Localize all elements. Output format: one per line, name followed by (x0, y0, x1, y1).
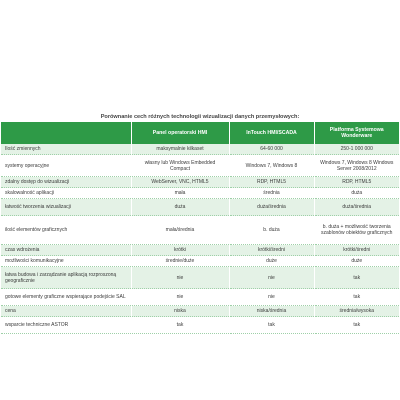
table-row (1, 256, 399, 267)
header-cell-intouch: InTouch HMI/SCADA (229, 122, 314, 144)
cell-intouch: nie (229, 289, 314, 306)
header-cell-hmi-panel: Panel operatorski HMI (131, 122, 229, 144)
cell-intouch: duże (229, 256, 314, 267)
cell-wonderware-platform: 250-1 000 000 (314, 144, 399, 155)
cell-wonderware-platform: Windows 7, Windows 8 Windows Server 2008/2012 (314, 155, 399, 177)
cell-hmi-panel: maksymalnie kilkaset (131, 144, 229, 155)
table-row (1, 317, 399, 334)
cell-intouch: tak (229, 317, 314, 334)
cell-hmi-panel: krótki (131, 245, 229, 256)
cell-hmi-panel: nie (131, 289, 229, 306)
cell-wonderware-platform: średnia/wysoka (314, 306, 399, 317)
row-label: ilość elementów graficznych (1, 216, 131, 245)
table-row (1, 177, 399, 188)
row-label: możliwości komunikacyjne (1, 256, 131, 267)
cell-wonderware-platform: b. duża + możliwość tworzenia szablonów obiektów graficznych (314, 216, 399, 245)
comparison-table (1, 122, 399, 334)
cell-hmi-panel: duża (131, 199, 229, 216)
cell-intouch: RDP, HTML5 (229, 177, 314, 188)
cell-wonderware-platform: duże (314, 256, 399, 267)
cell-wonderware-platform: tak (314, 317, 399, 334)
table-row (1, 216, 399, 245)
header-row (1, 122, 399, 144)
row-label: systemy operacyjne (1, 155, 131, 177)
cell-intouch: niska/średnia (229, 306, 314, 317)
table-row (1, 199, 399, 216)
header-cell-feature (1, 122, 131, 144)
row-label: wsparcie techniczne ASTOR (1, 317, 131, 334)
table-title: Porównanie cech różnych technologii wizualizacji danych przemysłowych: (100, 114, 300, 120)
table-row (1, 144, 399, 155)
table-row (1, 267, 399, 289)
cell-intouch: krótki/średni (229, 245, 314, 256)
row-label: łatwa budowa i zarządzanie aplikacją rozproszoną geograficznie (1, 267, 131, 289)
cell-hmi-panel: średnie/duże (131, 256, 229, 267)
table-row (1, 155, 399, 177)
row-label: skalowalność aplikacji (1, 188, 131, 199)
cell-hmi-panel: nie (131, 267, 229, 289)
header-cell-wonderware-platform: Platforma Systemowa Wonderware (314, 122, 399, 144)
cell-wonderware-platform: duża/średnia (314, 199, 399, 216)
table-row (1, 306, 399, 317)
cell-wonderware-platform: tak (314, 289, 399, 306)
cell-hmi-panel: tak (131, 317, 229, 334)
row-label: zdalny dostęp do wizualizacji (1, 177, 131, 188)
cell-hmi-panel: własny lub Windows Embedded Compact (131, 155, 229, 177)
cell-intouch: 64-60 000 (229, 144, 314, 155)
row-label: cena (1, 306, 131, 317)
cell-intouch: b. duża (229, 216, 314, 245)
cell-hmi-panel: mała (131, 188, 229, 199)
cell-hmi-panel: WebServer, VNC, HTML5 (131, 177, 229, 188)
cell-intouch: Windows 7, Windows 8 (229, 155, 314, 177)
cell-wonderware-platform: krótki/średni (314, 245, 399, 256)
table-row (1, 245, 399, 256)
cell-hmi-panel: niska (131, 306, 229, 317)
cell-wonderware-platform: duża (314, 188, 399, 199)
table-row (1, 188, 399, 199)
cell-intouch: nie (229, 267, 314, 289)
table-row (1, 289, 399, 306)
cell-intouch: duża/średnia (229, 199, 314, 216)
cell-wonderware-platform: tak (314, 267, 399, 289)
row-label: czas wdrożenia (1, 245, 131, 256)
row-label: łatwość tworzenia wizualizacji (1, 199, 131, 216)
cell-wonderware-platform: RDP, HTML5 (314, 177, 399, 188)
row-label: Ilość zmiennych (1, 144, 131, 155)
row-label: gotowe elementy graficzne wspierające podejście SAL (1, 289, 131, 306)
cell-hmi-panel: mała/średnia (131, 216, 229, 245)
cell-intouch: średnia (229, 188, 314, 199)
